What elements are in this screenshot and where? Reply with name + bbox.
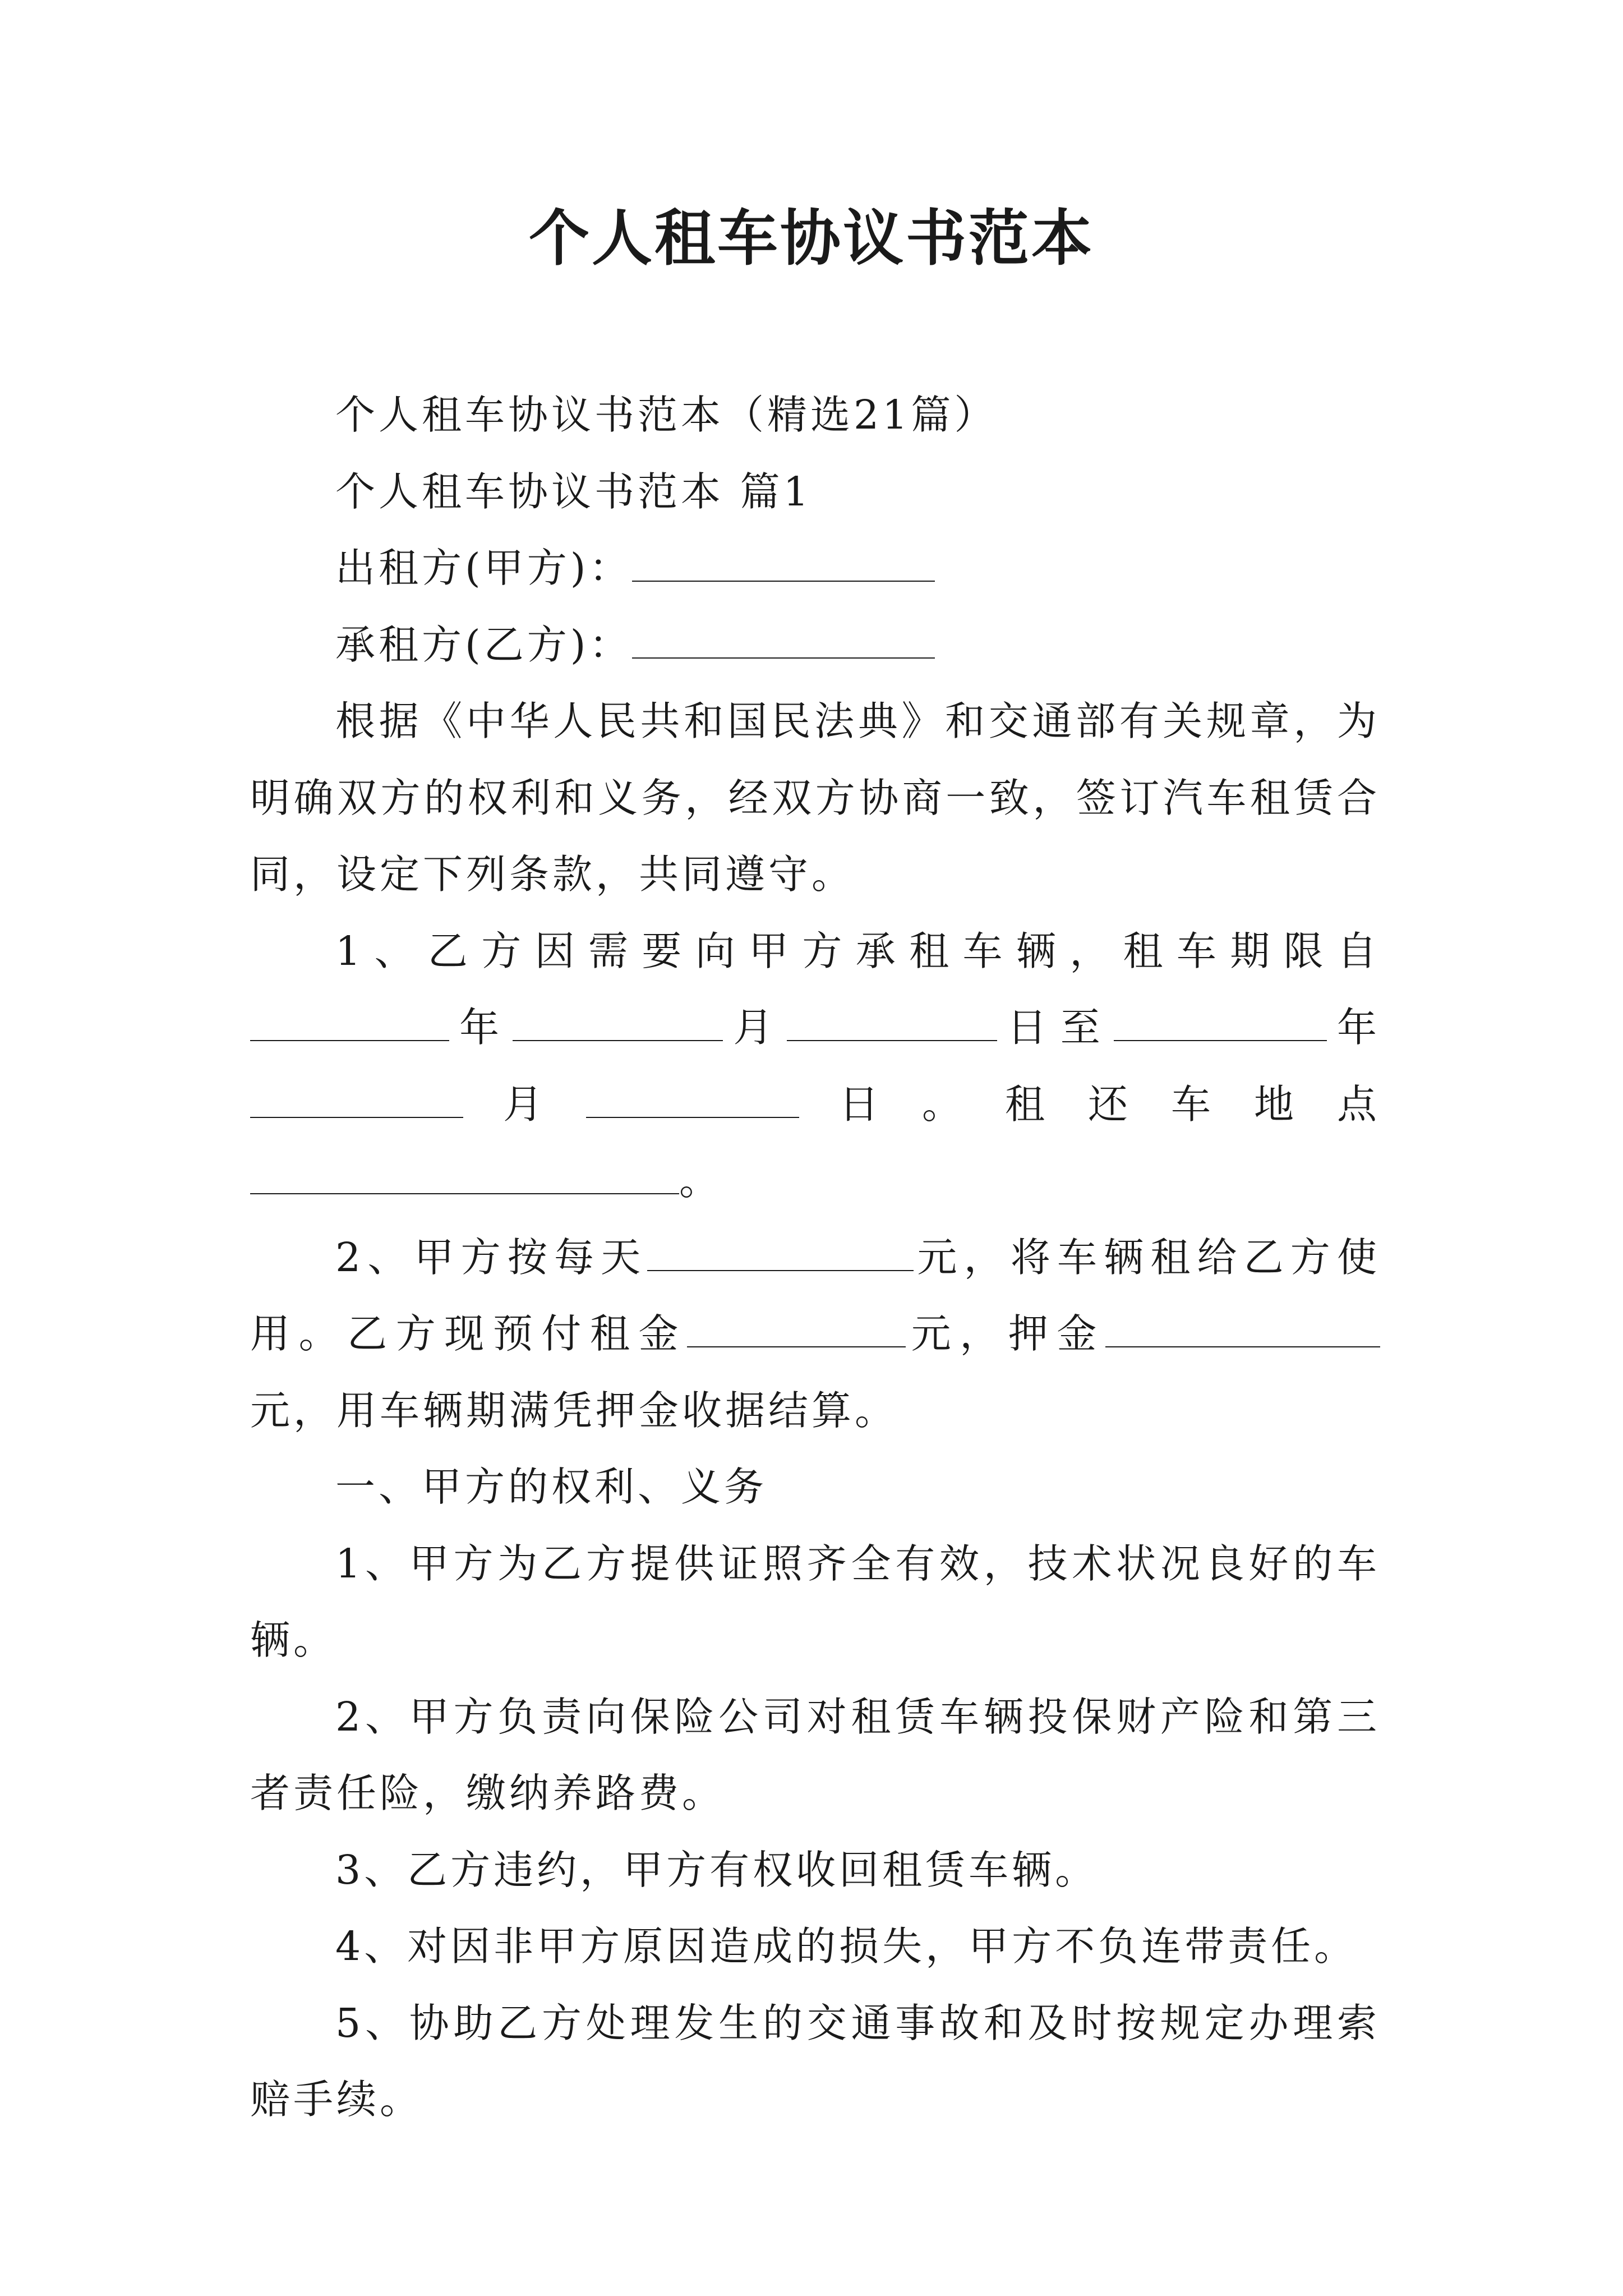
deposit-blank: [1105, 1310, 1380, 1347]
list-item: 3、乙方违约，甲方有权收回租赁车辆。: [335, 1846, 1099, 1893]
end-month-blank: [250, 1081, 463, 1118]
list-item: 1、甲方为乙方提供证照齐全有效，技术状况良好的车辆。: [250, 1540, 1380, 1663]
start-year-blank: [250, 1004, 449, 1041]
list-item: 2、甲方负责向保险公司对租赁车辆投保财产险和第三者责任险，缴纳养路费。: [250, 1693, 1380, 1816]
start-day-blank: [787, 1004, 997, 1041]
clause-2-paragraph: [250, 1220, 1380, 1450]
clause-1-paragraph: [250, 913, 1380, 1220]
clause-2-text-4: 元，用车辆期满凭押金收据结算。: [250, 1387, 898, 1434]
document-body: [250, 377, 1380, 2138]
lessee-label: 承租方(乙方)：: [335, 621, 633, 668]
prepaid-rent-blank: [687, 1310, 906, 1347]
lessee-blank: [632, 622, 935, 659]
preamble-paragraph: 根据《中华人民共和国民法典》和交通部有关规章，为明确双方的权利和义务，经双方协商一致，签订汽车租赁合同，设定下列条款，共同遵守。: [250, 698, 1380, 898]
clause-1-end: 。: [679, 1157, 723, 1204]
clause-1-month2-label: 月: [463, 1080, 586, 1128]
article-line: 个人租车协议书范本 篇1: [335, 468, 812, 515]
end-day-blank: [586, 1081, 799, 1118]
start-month-blank: [513, 1004, 723, 1041]
clause-1-month-label: 月: [723, 1004, 787, 1051]
clause-2-text-2: 元，将车辆租给乙方使用。乙方现预付租金: [250, 1234, 1380, 1357]
pickup-location-blank: [250, 1157, 679, 1194]
clause-2-text-1: 2、甲方按每天: [335, 1234, 648, 1281]
collection-line: 个人租车协议书范本（精选21篇）: [335, 392, 998, 438]
lessee-line: [250, 607, 1380, 684]
clause-2-text-3: 元，押金: [906, 1310, 1105, 1357]
clause-1-year-label: 年: [449, 1004, 513, 1051]
lessor-label: 出租方(甲方)：: [335, 545, 633, 591]
lessor-blank: [632, 545, 935, 582]
document-title: 个人租车协议书范本: [528, 203, 1094, 274]
clause-1-day2-label: 日。租还车地点: [799, 1080, 1380, 1128]
section-heading: 一、甲方的权利、义务: [335, 1464, 768, 1510]
clause-1-year2-label: 年: [1326, 1004, 1380, 1051]
end-year-blank: [1114, 1004, 1327, 1041]
clause-1-text: 1、乙方因需要向甲方承租车辆，租车期限自: [335, 927, 1380, 974]
list-item: 5、协助乙方处理发生的交通事故和及时按规定办理索赔手续。: [250, 1999, 1380, 2123]
clause-1-day-to-label: 日至: [997, 1004, 1114, 1051]
lessor-line: [250, 530, 1380, 607]
daily-rate-blank: [647, 1234, 914, 1271]
list-item: 4、对因非甲方原因造成的损失，甲方不负连带责任。: [335, 1923, 1358, 1970]
